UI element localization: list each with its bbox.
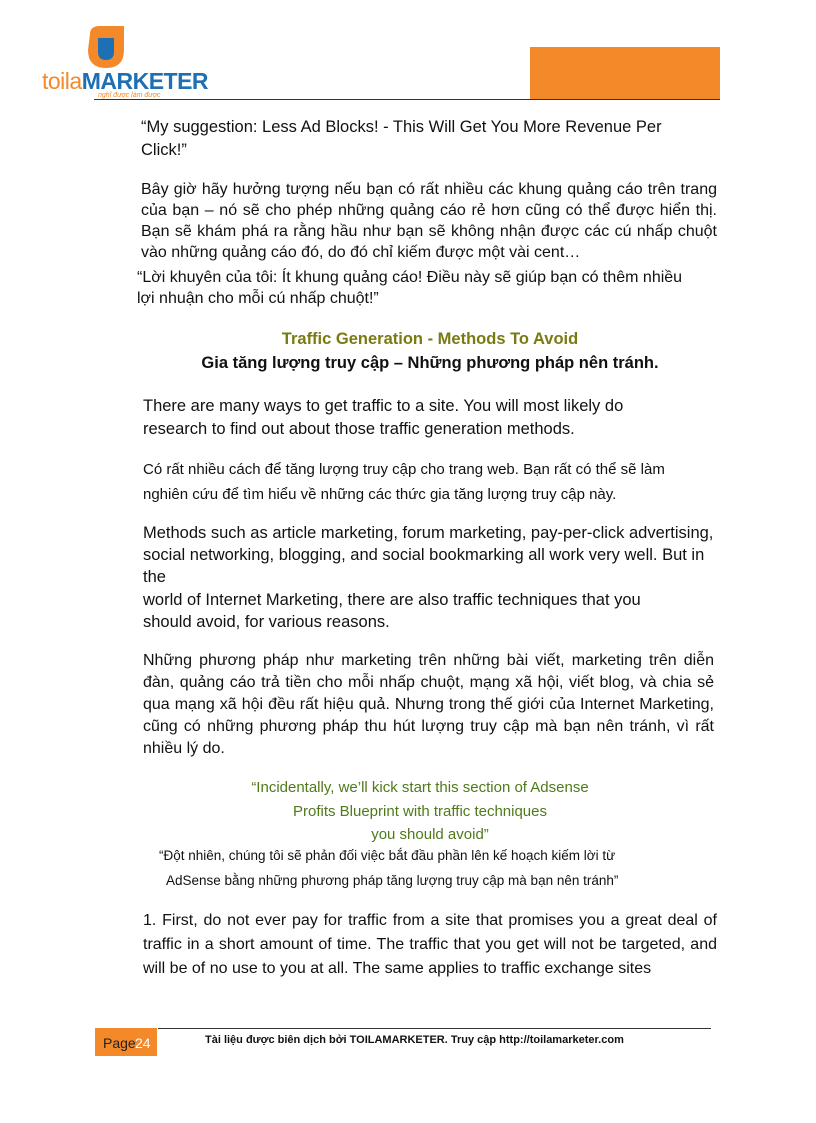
- p1-en: “My suggestion: Less Ad Blocks! - This Will Get You More Revenue Per Click!”: [141, 118, 662, 159]
- quote-en-line-1: “Incidentally, we’ll kick start this section of Adsense: [251, 779, 589, 796]
- footer-note: Tài liệu được biên dịch bởi TOILAMARKETER. Truy cập http://toilamarketer.com: [205, 1034, 624, 1046]
- page-badge: [95, 1028, 157, 1056]
- p1-vn: Bây giờ hãy hưởng tượng nếu bạn có rất nhiều các khung quảng cáo trên trang của bạn – nó sẽ cho phép những quảng cáo rẻ hơn cũng có thể được hiển thị. Bạn sẽ khám phá ra rằng hầu như bạn sẽ không nhận được các cú nhấp chuột vào những quảng cáo đó, do đó chỉ kiếm được một vài cent…: [141, 181, 717, 261]
- logo-leaf-icon: [82, 24, 128, 72]
- header-accent-block: [530, 47, 720, 99]
- p3-vn: Những phương pháp như marketing trên những bài viết, marketing trên diễn đàn, quảng cáo trả tiền cho mỗi nhấp chuột, mạng xã hội, viết blog, và chia sẻ qua mạng xã hội đều rất hiệu quả. Nhưng trong thế giới của Internet Marketing, cũng có những phương pháp thu hút lượng truy cập mà bạn nên tránh, vì rất nhiều lý do.: [143, 652, 714, 757]
- quote-en-line-2: Profits Blueprint with traffic techniques: [292, 803, 547, 820]
- logo-main: MARKETER: [81, 68, 209, 94]
- p2-vn: Có rất nhiều cách để tăng lượng truy cập cho trang web. Bạn rất có thể sẽ làm nghiên cứu để tìm hiểu về những các thức gia tăng lượng truy cập này.: [143, 461, 665, 503]
- section-title-vn: Gia tăng lượng truy cập – Những phương pháp nên tránh.: [201, 354, 659, 372]
- logo-prefix: toila: [42, 68, 82, 94]
- section-title-en: Traffic Generation - Methods To Avoid: [281, 330, 579, 348]
- page-number: 24: [135, 1035, 151, 1051]
- quote-en-line-3: you should avoid”: [371, 826, 489, 843]
- quote-vn-line-1: “Đột nhiên, chúng tôi sẽ phản đối việc bắt đầu phần lên kế hoạch kiếm lời từ: [159, 848, 616, 863]
- page-label: Page: [103, 1035, 136, 1051]
- logo-tagline: nghĩ được làm được: [98, 92, 161, 99]
- footer-rule: [158, 1028, 711, 1029]
- logo: [42, 24, 209, 104]
- p3-en-b: world of Internet Marketing, there are also traffic techniques that you should avoid, for various reasons.: [143, 591, 641, 631]
- p1-vn-quote: “Lời khuyên của tôi: Ít khung quảng cáo! Điều này sẽ giúp bạn có thêm nhiều lợi nhuận cho mỗi cú nhấp chuột!”: [137, 269, 683, 307]
- p4-en: 1. First, do not ever pay for traffic from a site that promises you a great deal of traffic in a short amount of time. The traffic that you get will not be targeted, and will be of no use to you at all. The same applies to traffic exchange sites: [143, 912, 717, 977]
- p2-en: There are many ways to get traffic to a site. You will most likely do research to find out about those traffic generation methods.: [143, 397, 624, 438]
- header-rule: [94, 99, 720, 100]
- p3-en-a: Methods such as article marketing, forum marketing, pay-per-click advertising, social networking, blogging, and social bookmarking all work very well. But in the: [143, 524, 714, 586]
- quote-vn-line-2: AdSense bằng những phương pháp tăng lượng truy cập mà bạn nên tránh”: [166, 873, 619, 888]
